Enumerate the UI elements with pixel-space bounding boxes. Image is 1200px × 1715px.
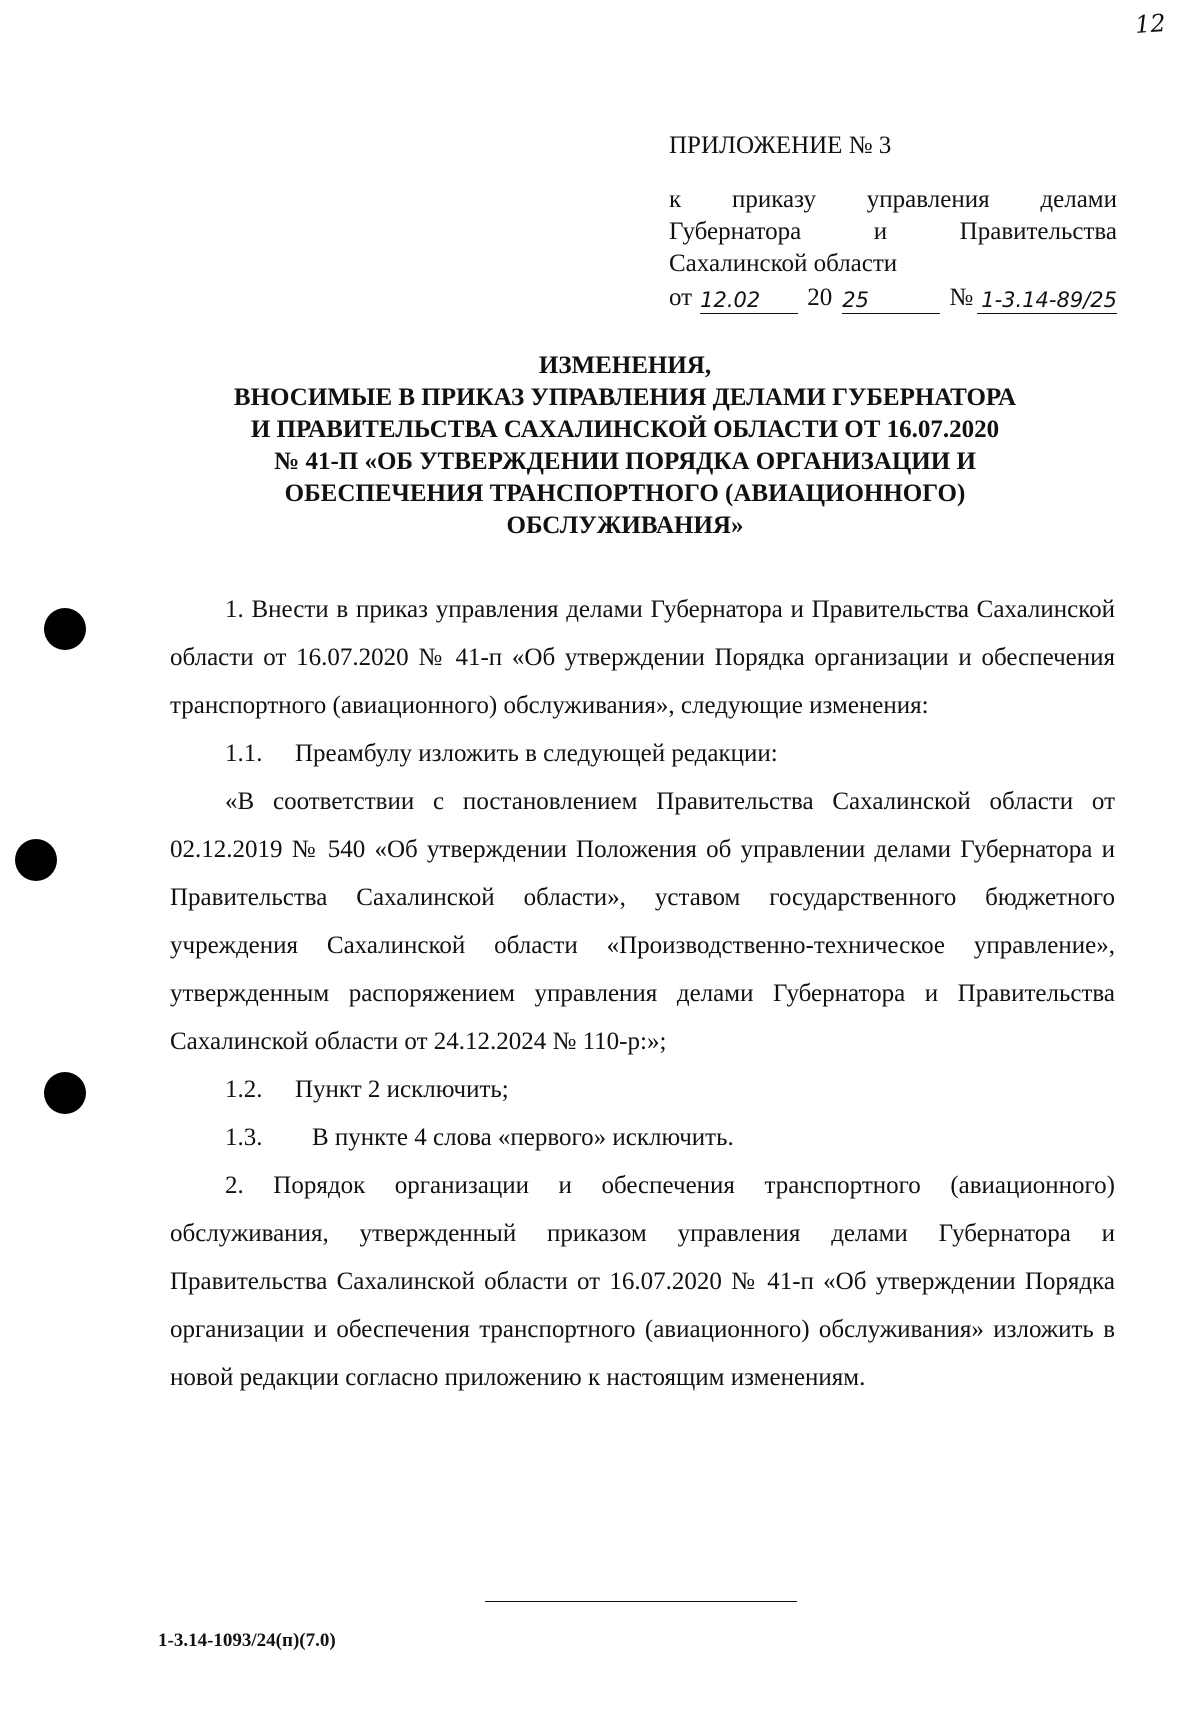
subparagraph-text: В пункте 4 слова «первого» исключить. [312,1124,734,1151]
punch-hole [44,1072,86,1114]
appendix-title: ПРИЛОЖЕНИЕ № 3 [669,132,892,159]
subparagraph-text: Преамбулу изложить в следующей редакции: [295,740,778,767]
headline-line: ИЗМЕНЕНИЯ, [538,352,712,379]
appendix-line-2: Губернатора и Правительства [669,218,1117,245]
page-number: 12 [1134,8,1167,40]
handwritten-number: 1-3.14-89/25 [977,287,1117,314]
year-prefix: 20 [807,284,833,311]
appendix-reference [669,184,1117,314]
subparagraph-number: 1.3. [225,1124,263,1151]
paragraph-2: 2. Порядок организации и обеспечения транспортного (авиационного) обслуживания, утвержденный приказом управления делами Губернатора и Правительства Сахалинской области от 16.07.2020 № 41-п «Об утверждении Порядка организации и обеспечения транспортного (авиационного) обслуживания» изложить в новой редакции согласно приложению к настоящим изменениям. [170,1172,1115,1391]
footer-document-code: 1-3.14-1093/24(п)(7.0) [158,1630,336,1651]
subparagraph-number: 1.2. [225,1076,263,1103]
subparagraph-1-2 [170,1066,1115,1114]
subparagraph-text: Пункт 2 исключить; [295,1076,509,1103]
headline-line: ОБЕСПЕЧЕНИЯ ТРАНСПОРТНОГО (АВИАЦИОННОГО) [284,480,966,507]
appendix-block [669,130,1117,314]
preamble-quote: «В соответствии с постановлением Правительства Сахалинской области от 02.12.2019 № 540 «Об утверждении Положения об управлении делами Губернатора и Правительства Сахалинской области», уставом государственного бюджетного учреждения Сахалинской области «Производственно-техническое управление», утвержденным распоряжением управления делами Губернатора и Правительства Сахалинской области от 24.12.2024 № 110-р:»; [170,788,1115,1055]
document-body [170,586,1115,1402]
appendix-line-1: к приказу управления делами [669,186,1117,213]
subparagraph-1-1 [170,730,1115,778]
subparagraph-number: 1.1. [225,740,263,767]
from-label: от [669,284,693,311]
punch-hole [15,839,57,881]
subparagraph-1-3 [170,1114,1115,1162]
punch-hole [44,608,86,650]
number-label: № [949,284,974,311]
headline-line: № 41-П «ОБ УТВЕРЖДЕНИИ ПОРЯДКА ОРГАНИЗАЦИИ И [274,448,976,475]
headline-line: ВНОСИМЫЕ В ПРИКАЗ УПРАВЛЕНИЯ ДЕЛАМИ ГУБЕРНАТОРА [233,384,1017,411]
handwritten-date: 12.02 [700,287,798,314]
appendix-date-line [669,282,1117,314]
headline-line: ОБСЛУЖИВАНИЯ» [506,512,744,539]
closing-divider [485,1601,797,1602]
handwritten-year: 25 [842,287,940,314]
document-headline [140,350,1110,542]
headline-line: И ПРАВИТЕЛЬСТВА САХАЛИНСКОЙ ОБЛАСТИ ОТ 16.07.2020 [250,416,1000,443]
appendix-line-3: Сахалинской области [669,250,898,277]
paragraph-1: 1. Внести в приказ управления делами Губернатора и Правительства Сахалинской области от 16.07.2020 № 41-п «Об утверждении Порядка организации и обеспечения транспортного (авиационного) обслуживания», следующие изменения: [170,596,1115,719]
